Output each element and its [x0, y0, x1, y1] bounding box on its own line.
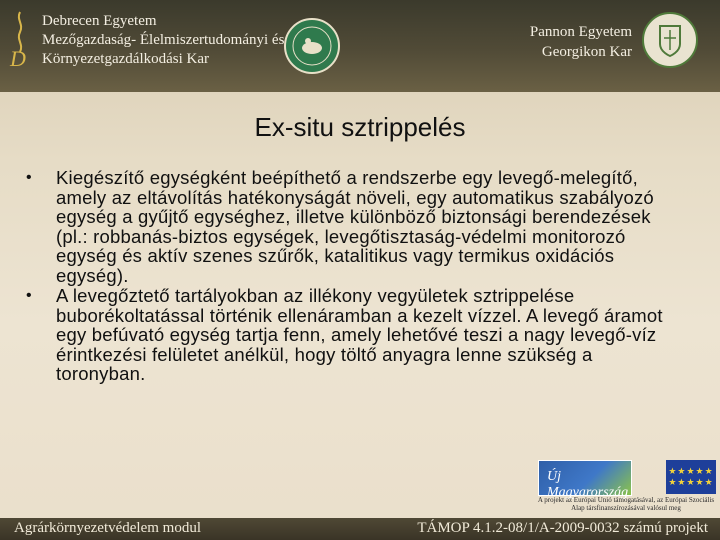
bullet-icon: •	[26, 287, 32, 304]
bullet-text: A levegőztető tartályokban az illékony vegyületek sztrippelése buborékoltatással történik ellenáramban a kezelt vízzel. A levegő áramot egy befúvató egység tartja fenn, amely lehetővé teszi a nagy levegő-víz érintkezési felületet anélkül, hogy töltő anyagra lenne szükség a toronyban.	[56, 285, 663, 384]
georgikon-seal-icon	[642, 12, 698, 68]
left-university-line: Környezetgazdálkodási Kar	[42, 51, 210, 67]
university-logo-icon	[6, 10, 34, 68]
funding-logos	[532, 458, 720, 518]
bullet-list	[24, 168, 684, 385]
bullet-icon: •	[26, 169, 32, 186]
uj-magyarorszag-logo	[538, 460, 632, 500]
faculty-seal-icon	[284, 18, 340, 74]
slide-footer	[0, 518, 720, 540]
bullet-item	[24, 168, 684, 285]
right-university-line: Pannon Egyetem	[529, 24, 632, 40]
project-id: TÁMOP 4.1.2-08/1/A-2009-0032 számú projekt	[417, 520, 708, 536]
module-name: Agrárkörnyezetvédelem modul	[14, 520, 202, 536]
right-university-name	[512, 22, 632, 62]
bullet-item	[24, 286, 684, 384]
slide-title: Ex-situ sztrippelés	[254, 112, 466, 142]
right-university-line: Georgikon Kar	[541, 44, 632, 60]
eu-funding-note: A projekt az Európai Unió támogatásával, az Európai Szociális Alap társfinanszírozásával valósul meg	[537, 496, 715, 512]
slide-header	[0, 0, 720, 92]
left-university-line: Mezőgazdaság- Élelmiszertudományi és	[42, 32, 285, 48]
uj-magyarorszag-text: Új Magyarország	[547, 469, 629, 500]
eu-flag-icon: ★★★★★ ★★★★★	[666, 460, 716, 494]
left-university-name	[42, 12, 284, 69]
svg-text:D: D	[10, 46, 26, 68]
left-university-line: Debrecen Egyetem	[42, 13, 157, 29]
bullet-text: Kiegészítő egységként beépíthető a rendszerbe egy levegő-melegítő, amely az eltávolítás hatékonyságát növeli, egy automatikus szabályozó egység a gyűjtő egységhez, illetve különböző biztonsági berendezések (pl.: robbanás-biztos egységek, levegőtisztaság-védelmi monitorozó egység és aktív szenes szűrők, katalitikus vagy termikus oxidációs egység).	[56, 167, 654, 286]
